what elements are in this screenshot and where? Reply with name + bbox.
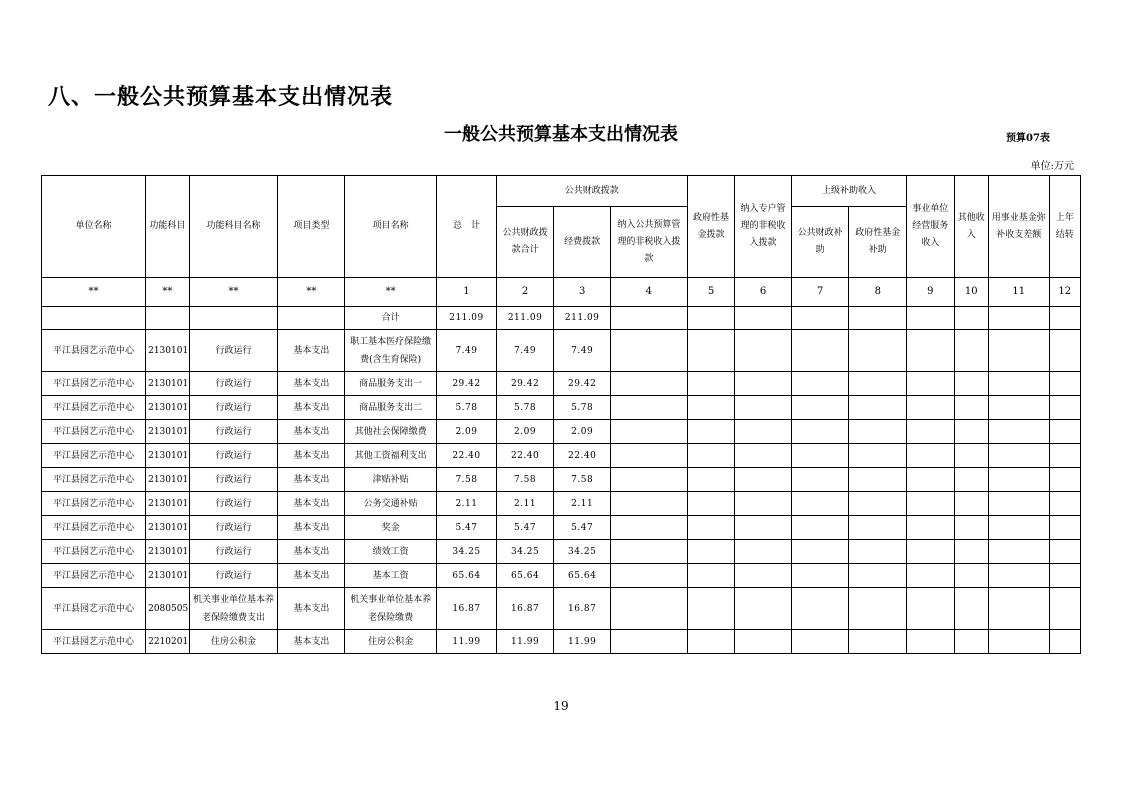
empty-cell	[849, 468, 907, 492]
table-row	[42, 630, 1081, 654]
empty-cell	[687, 444, 735, 468]
column-number: **	[345, 278, 437, 307]
column-number: **	[42, 278, 146, 307]
item-name-cell: 公务交通补贴	[345, 492, 437, 516]
unit-name-cell: 平江县园艺示范中心	[42, 444, 146, 468]
operating-cell: 5.47	[554, 516, 611, 540]
item-type-cell: 基本支出	[278, 492, 345, 516]
func-name-cell: 行政运行	[189, 330, 278, 372]
empty-cell	[735, 468, 792, 492]
column-number: **	[146, 278, 189, 307]
column-number: 1	[437, 278, 497, 307]
empty-cell	[687, 420, 735, 444]
empty-cell	[687, 540, 735, 564]
empty-cell	[610, 564, 687, 588]
empty-cell	[791, 564, 849, 588]
subtotal-cell: 11.99	[496, 630, 554, 654]
item-name-cell: 奖金	[345, 516, 437, 540]
total-cell: 65.64	[437, 564, 497, 588]
empty-cell	[791, 444, 849, 468]
empty-cell	[907, 492, 955, 516]
budget-table	[41, 175, 1081, 654]
empty-cell	[791, 372, 849, 396]
empty-cell	[791, 396, 849, 420]
empty-cell	[907, 564, 955, 588]
operating-cell: 7.49	[554, 330, 611, 372]
empty-cell	[1049, 396, 1080, 420]
total-cell: 7.49	[437, 330, 497, 372]
empty-cell	[954, 468, 988, 492]
header-fund-balance: 用事业基金弥补收支差额	[988, 176, 1049, 278]
unit-name-cell: 平江县园艺示范中心	[42, 540, 146, 564]
subtotal-cell: 7.58	[496, 468, 554, 492]
empty-cell	[849, 420, 907, 444]
empty-cell	[1049, 444, 1080, 468]
subtotal-cell: 5.78	[496, 396, 554, 420]
operating-cell: 65.64	[554, 564, 611, 588]
total-cell: 2.11	[437, 492, 497, 516]
item-name-cell: 机关事业单位基本养老保险缴费	[345, 588, 437, 630]
empty-cell	[988, 444, 1049, 468]
empty-cell	[954, 540, 988, 564]
unit-name-cell: 平江县园艺示范中心	[42, 516, 146, 540]
empty-cell	[610, 630, 687, 654]
operating-cell: 7.58	[554, 468, 611, 492]
empty-cell	[1049, 588, 1080, 630]
column-number: 4	[610, 278, 687, 307]
empty-cell	[735, 372, 792, 396]
empty-cell	[988, 468, 1049, 492]
func-code-cell: 2130101	[146, 372, 189, 396]
empty-cell	[907, 396, 955, 420]
empty-cell	[954, 372, 988, 396]
empty-cell	[687, 516, 735, 540]
total-row	[42, 307, 1081, 330]
operating-cell: 2.09	[554, 420, 611, 444]
empty-cell	[735, 540, 792, 564]
empty-cell	[687, 630, 735, 654]
empty-cell	[907, 540, 955, 564]
empty-cell	[954, 396, 988, 420]
empty-cell	[907, 468, 955, 492]
empty-cell	[610, 372, 687, 396]
header-func-name: 功能科目名称	[189, 176, 278, 278]
empty-cell	[988, 492, 1049, 516]
header-func-code: 功能科目	[146, 176, 189, 278]
column-number: 2	[496, 278, 554, 307]
column-number: 11	[988, 278, 1049, 307]
table-row	[42, 564, 1081, 588]
empty-cell	[954, 630, 988, 654]
empty-cell	[907, 516, 955, 540]
empty-cell	[791, 330, 849, 372]
total-cell: 5.78	[437, 396, 497, 420]
item-type-cell: 基本支出	[278, 468, 345, 492]
empty-cell	[687, 468, 735, 492]
func-code-cell: 2210201	[146, 630, 189, 654]
operating-cell: 34.25	[554, 540, 611, 564]
empty-cell	[610, 540, 687, 564]
total-subtotal: 211.09	[496, 307, 554, 330]
empty-cell	[849, 630, 907, 654]
item-name-cell: 津贴补贴	[345, 468, 437, 492]
column-number: 6	[735, 278, 792, 307]
page-number: 19	[553, 699, 569, 713]
empty-cell	[907, 420, 955, 444]
unit-name-cell: 平江县园艺示范中心	[42, 630, 146, 654]
operating-cell: 11.99	[554, 630, 611, 654]
table-row	[42, 330, 1081, 372]
operating-cell: 22.40	[554, 444, 611, 468]
empty-cell	[849, 330, 907, 372]
empty-cell	[1049, 516, 1080, 540]
header-special-nontax: 纳入专户管理的非税收入拨款	[735, 176, 792, 278]
empty-cell	[735, 330, 792, 372]
table-row	[42, 468, 1081, 492]
column-number: 5	[687, 278, 735, 307]
empty-cell	[988, 540, 1049, 564]
empty-cell	[610, 468, 687, 492]
column-number: 8	[849, 278, 907, 307]
empty-cell	[954, 516, 988, 540]
total-label: 合计	[345, 307, 437, 330]
unit-name-cell: 平江县园艺示范中心	[42, 330, 146, 372]
empty-cell	[954, 420, 988, 444]
empty-cell	[849, 372, 907, 396]
empty-cell	[849, 396, 907, 420]
header-gov-fund: 政府性基金拨款	[687, 176, 735, 278]
table-row	[42, 396, 1081, 420]
empty-cell	[735, 396, 792, 420]
unit-name-cell: 平江县园艺示范中心	[42, 564, 146, 588]
header-item-name: 项目名称	[345, 176, 437, 278]
table-row	[42, 420, 1081, 444]
item-type-cell: 基本支出	[278, 630, 345, 654]
header-operating-funds: 经费拨款	[554, 207, 611, 278]
empty-cell	[1049, 372, 1080, 396]
subtotal-cell: 16.87	[496, 588, 554, 630]
empty-cell	[907, 330, 955, 372]
column-number: 9	[907, 278, 955, 307]
subtotal-cell: 2.11	[496, 492, 554, 516]
column-number: **	[189, 278, 278, 307]
empty-cell	[988, 330, 1049, 372]
item-type-cell: 基本支出	[278, 330, 345, 372]
operating-cell: 29.42	[554, 372, 611, 396]
unit-name-cell: 平江县园艺示范中心	[42, 420, 146, 444]
total-cell: 29.42	[437, 372, 497, 396]
func-code-cell: 2130101	[146, 396, 189, 420]
item-name-cell: 其他社会保障缴费	[345, 420, 437, 444]
empty-cell	[610, 516, 687, 540]
header-superior-gov-fund: 政府性基金补助	[849, 207, 907, 278]
func-name-cell: 行政运行	[189, 516, 278, 540]
empty-cell	[849, 540, 907, 564]
subtotal-cell: 7.49	[496, 330, 554, 372]
empty-cell	[988, 516, 1049, 540]
header-total: 总 计	[437, 176, 497, 278]
item-type-cell: 基本支出	[278, 516, 345, 540]
header-item-type: 项目类型	[278, 176, 345, 278]
empty-cell	[1049, 564, 1080, 588]
func-code-cell: 2130101	[146, 540, 189, 564]
total-cell: 11.99	[437, 630, 497, 654]
empty-cell	[849, 588, 907, 630]
empty-cell	[1049, 420, 1080, 444]
table-title: 一般公共预算基本支出情况表	[444, 124, 678, 145]
empty-cell	[988, 372, 1049, 396]
empty-cell	[791, 492, 849, 516]
empty-cell	[849, 492, 907, 516]
item-type-cell: 基本支出	[278, 372, 345, 396]
item-type-cell: 基本支出	[278, 420, 345, 444]
empty-cell	[791, 468, 849, 492]
header-public-fiscal: 公共财政拨款	[496, 176, 687, 207]
unit-name-cell: 平江县园艺示范中心	[42, 492, 146, 516]
table-row	[42, 492, 1081, 516]
operating-cell: 16.87	[554, 588, 611, 630]
func-code-cell: 2130101	[146, 468, 189, 492]
empty-cell	[735, 444, 792, 468]
func-name-cell: 行政运行	[189, 468, 278, 492]
section-heading: 八、一般公共预算基本支出情况表	[48, 85, 394, 110]
column-number: 3	[554, 278, 611, 307]
item-type-cell: 基本支出	[278, 588, 345, 630]
func-name-cell: 行政运行	[189, 564, 278, 588]
total-cell: 5.47	[437, 516, 497, 540]
empty-cell	[735, 516, 792, 540]
empty-cell	[907, 588, 955, 630]
empty-cell	[849, 564, 907, 588]
empty-cell	[988, 420, 1049, 444]
table-row	[42, 444, 1081, 468]
table-row	[42, 540, 1081, 564]
func-name-cell: 行政运行	[189, 372, 278, 396]
empty-cell	[907, 444, 955, 468]
empty-cell	[1049, 630, 1080, 654]
unit-label: 单位:万元	[1030, 161, 1074, 172]
header-unit-name: 单位名称	[42, 176, 146, 278]
empty-cell	[610, 330, 687, 372]
func-code-cell: 2130101	[146, 444, 189, 468]
empty-cell	[610, 396, 687, 420]
total-cell: 34.25	[437, 540, 497, 564]
item-name-cell: 商品服务支出一	[345, 372, 437, 396]
header-business-income: 事业单位经营服务收入	[907, 176, 955, 278]
column-number: **	[278, 278, 345, 307]
item-type-cell: 基本支出	[278, 396, 345, 420]
empty-cell	[735, 492, 792, 516]
subtotal-cell: 65.64	[496, 564, 554, 588]
empty-cell	[735, 564, 792, 588]
total-amount: 211.09	[437, 307, 497, 330]
total-cell: 2.09	[437, 420, 497, 444]
empty-cell	[1049, 330, 1080, 372]
empty-cell	[687, 396, 735, 420]
form-code: 预算07表	[1006, 133, 1050, 144]
operating-cell: 2.11	[554, 492, 611, 516]
empty-cell	[610, 492, 687, 516]
empty-cell	[1049, 540, 1080, 564]
unit-name-cell: 平江县园艺示范中心	[42, 372, 146, 396]
func-code-cell: 2130101	[146, 516, 189, 540]
total-cell: 22.40	[437, 444, 497, 468]
header-superior-subsidy: 上级补助收入	[791, 176, 906, 207]
subtotal-cell: 29.42	[496, 372, 554, 396]
header-nontax-income: 纳入公共预算管理的非税收入拨款	[610, 207, 687, 278]
item-type-cell: 基本支出	[278, 540, 345, 564]
item-name-cell: 基本工资	[345, 564, 437, 588]
empty-cell	[791, 420, 849, 444]
empty-cell	[988, 564, 1049, 588]
func-name-cell: 机关事业单位基本养老保险缴费支出	[189, 588, 278, 630]
func-name-cell: 行政运行	[189, 444, 278, 468]
subtotal-cell: 22.40	[496, 444, 554, 468]
empty-cell	[954, 564, 988, 588]
empty-cell	[954, 444, 988, 468]
total-cell: 7.58	[437, 468, 497, 492]
func-name-cell: 行政运行	[189, 540, 278, 564]
func-name-cell: 行政运行	[189, 492, 278, 516]
empty-cell	[954, 492, 988, 516]
func-code-cell: 2080505	[146, 588, 189, 630]
empty-cell	[954, 588, 988, 630]
operating-cell: 5.78	[554, 396, 611, 420]
column-number: 12	[1049, 278, 1080, 307]
item-name-cell: 职工基本医疗保险缴费(含生育保险)	[345, 330, 437, 372]
column-number-row	[42, 278, 1081, 307]
empty-cell	[735, 630, 792, 654]
empty-cell	[791, 540, 849, 564]
empty-cell	[687, 588, 735, 630]
empty-cell	[954, 330, 988, 372]
column-number: 7	[791, 278, 849, 307]
empty-cell	[735, 420, 792, 444]
table-row	[42, 516, 1081, 540]
empty-cell	[610, 444, 687, 468]
func-code-cell: 2130101	[146, 564, 189, 588]
empty-cell	[687, 372, 735, 396]
empty-cell	[1049, 468, 1080, 492]
empty-cell	[791, 588, 849, 630]
unit-name-cell: 平江县园艺示范中心	[42, 588, 146, 630]
empty-cell	[687, 564, 735, 588]
item-name-cell: 绩效工资	[345, 540, 437, 564]
empty-cell	[988, 630, 1049, 654]
subtotal-cell: 34.25	[496, 540, 554, 564]
table-row	[42, 588, 1081, 630]
func-code-cell: 2130101	[146, 492, 189, 516]
func-name-cell: 行政运行	[189, 420, 278, 444]
header-other-income: 其他收入	[954, 176, 988, 278]
column-number: 10	[954, 278, 988, 307]
unit-name-cell: 平江县园艺示范中心	[42, 396, 146, 420]
empty-cell	[791, 630, 849, 654]
func-code-cell: 2130101	[146, 420, 189, 444]
header-carryover: 上年结转	[1049, 176, 1080, 278]
empty-cell	[610, 588, 687, 630]
empty-cell	[610, 420, 687, 444]
item-name-cell: 其他工资福利支出	[345, 444, 437, 468]
empty-cell	[988, 396, 1049, 420]
item-name-cell: 商品服务支出二	[345, 396, 437, 420]
unit-name-cell: 平江县园艺示范中心	[42, 468, 146, 492]
empty-cell	[988, 588, 1049, 630]
empty-cell	[1049, 492, 1080, 516]
empty-cell	[907, 372, 955, 396]
empty-cell	[849, 444, 907, 468]
func-code-cell: 2130101	[146, 330, 189, 372]
empty-cell	[687, 330, 735, 372]
item-type-cell: 基本支出	[278, 564, 345, 588]
header-public-subtotal: 公共财政拨款合计	[496, 207, 554, 278]
func-name-cell: 住房公积金	[189, 630, 278, 654]
header-superior-public: 公共财政补助	[791, 207, 849, 278]
subtotal-cell: 2.09	[496, 420, 554, 444]
empty-cell	[735, 588, 792, 630]
total-operating: 211.09	[554, 307, 611, 330]
item-type-cell: 基本支出	[278, 444, 345, 468]
empty-cell	[907, 630, 955, 654]
empty-cell	[849, 516, 907, 540]
empty-cell	[791, 516, 849, 540]
func-name-cell: 行政运行	[189, 396, 278, 420]
table-row	[42, 372, 1081, 396]
total-cell: 16.87	[437, 588, 497, 630]
item-name-cell: 住房公积金	[345, 630, 437, 654]
empty-cell	[687, 492, 735, 516]
subtotal-cell: 5.47	[496, 516, 554, 540]
